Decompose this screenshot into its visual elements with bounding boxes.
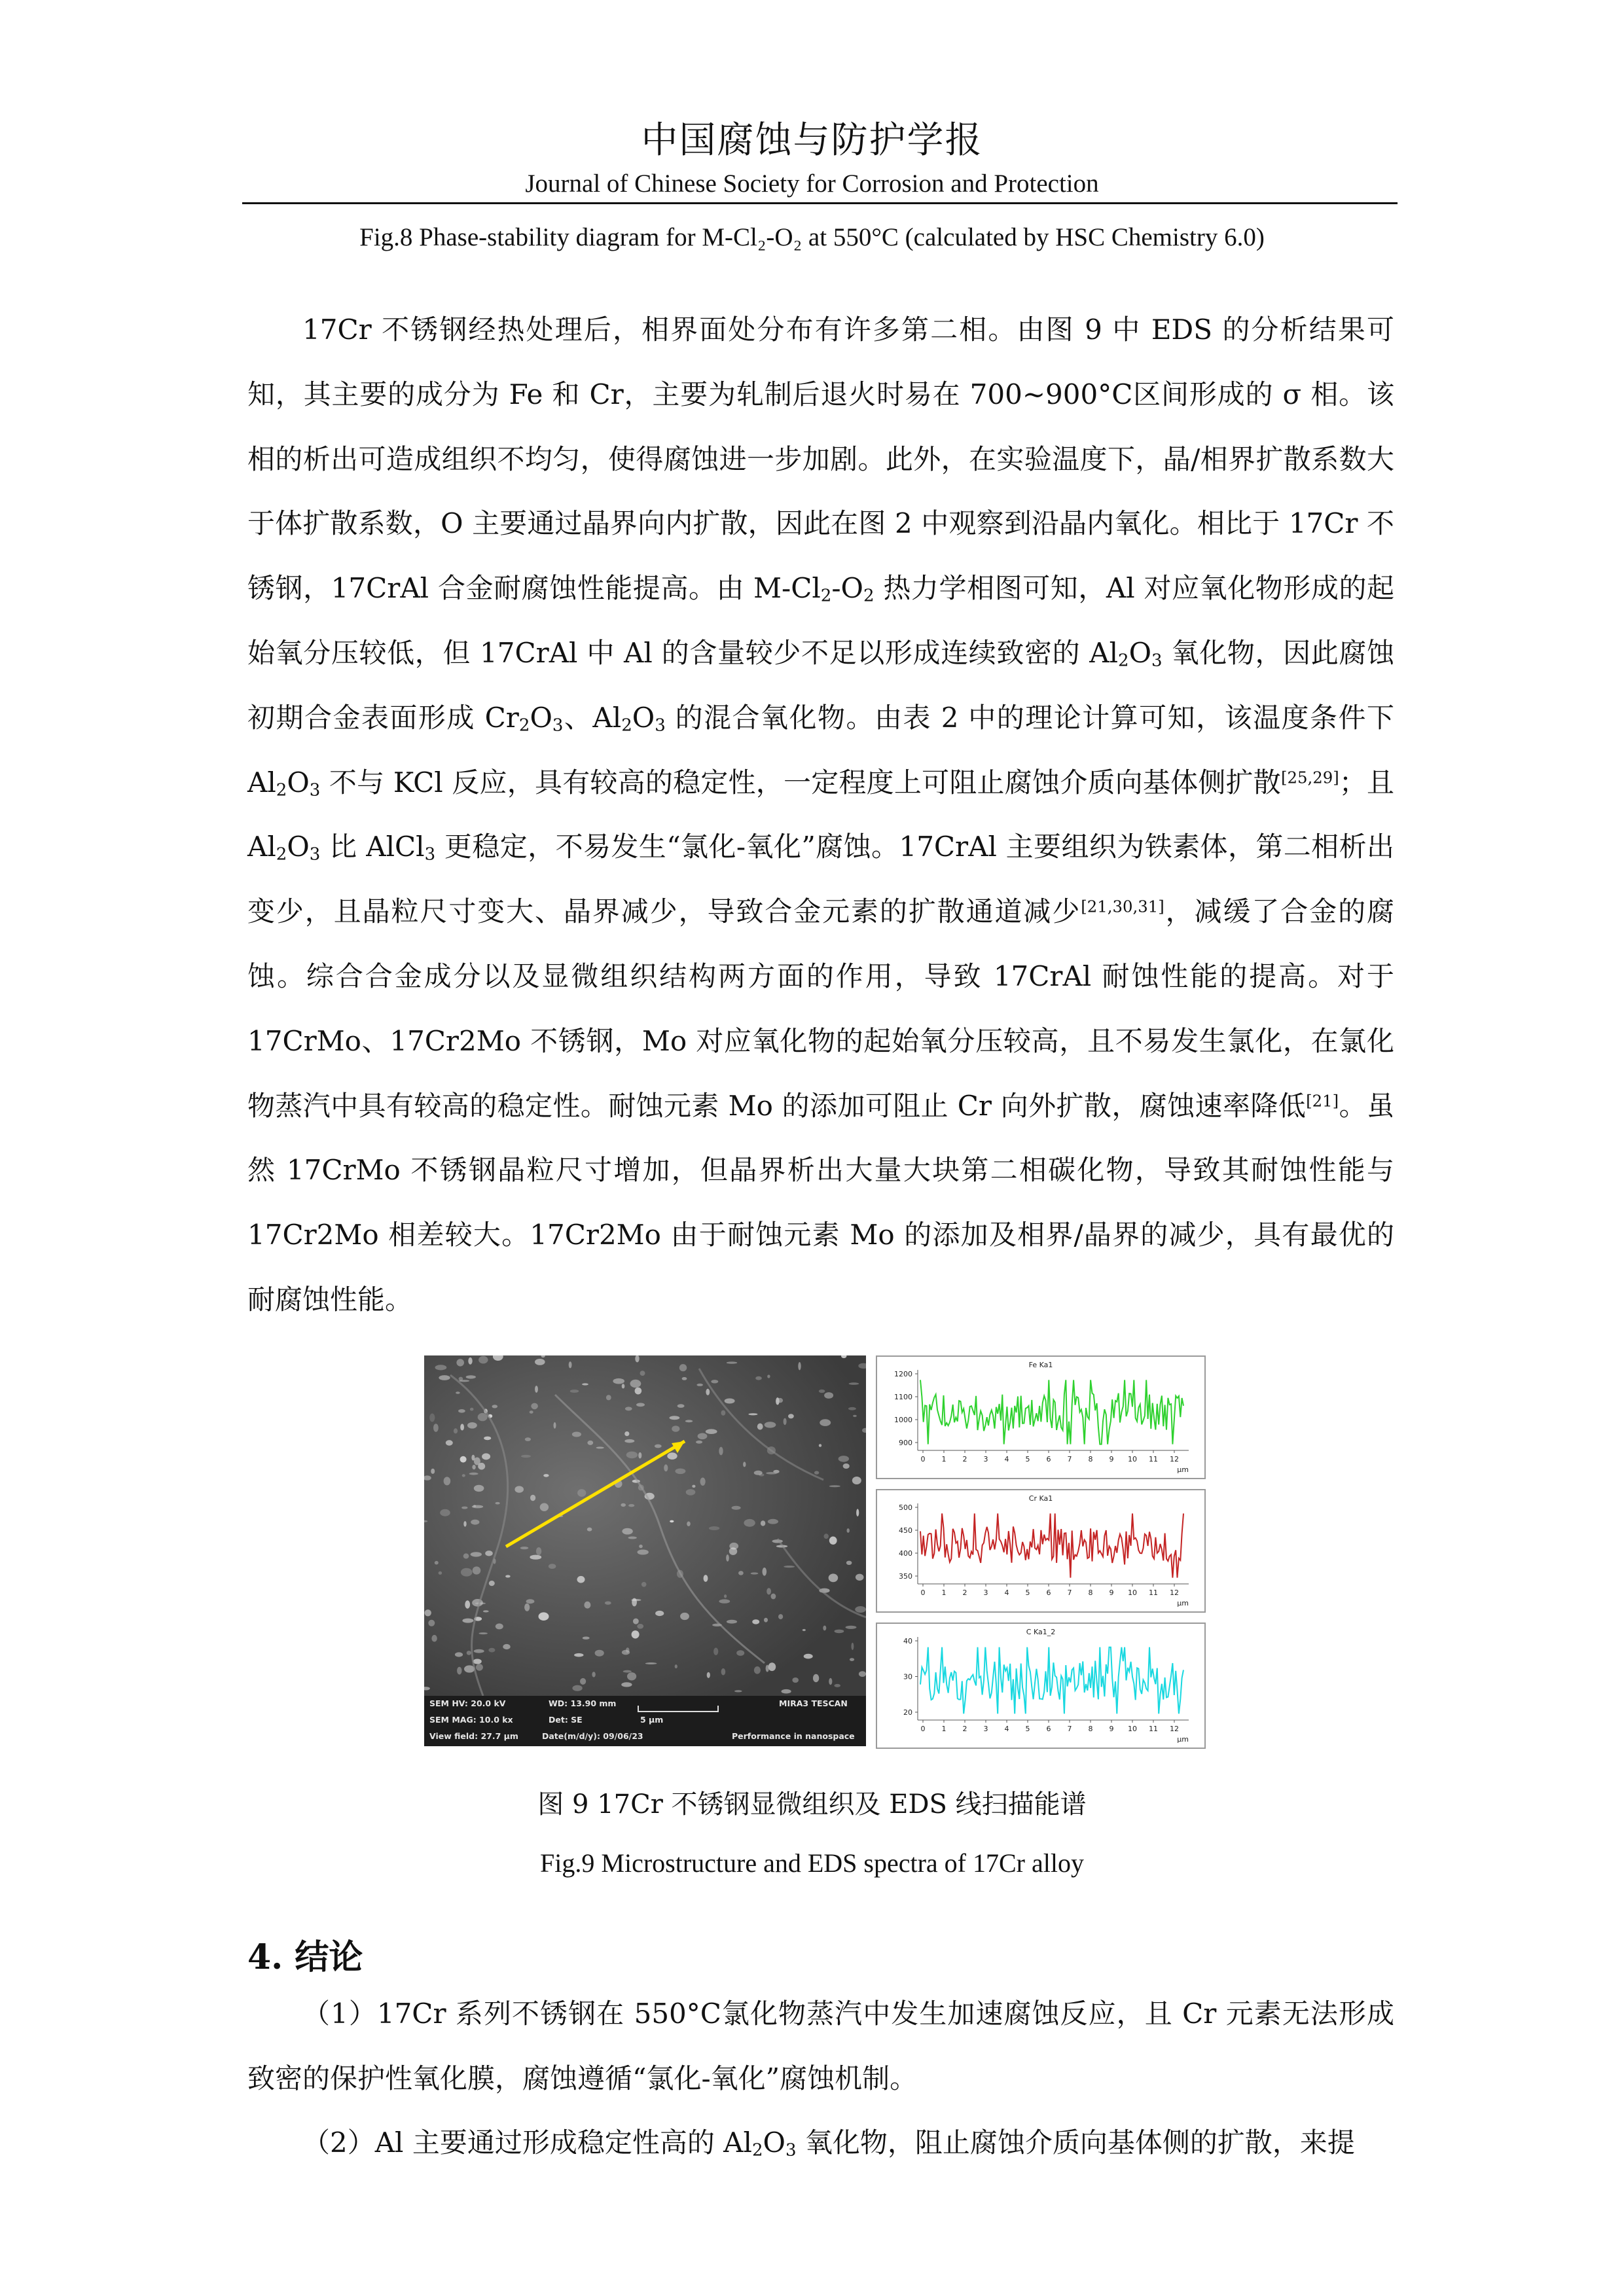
sem-hv: SEM HV: 20.0 kV <box>429 1698 506 1708</box>
eds-ytick-label: 400 <box>899 1549 912 1558</box>
sem-scale-label: 5 μm <box>640 1715 664 1725</box>
eds-xtick-label: 12 <box>1170 1588 1179 1597</box>
eds-ytick-label: 350 <box>899 1572 912 1581</box>
eds-xtick-label: 3 <box>983 1725 988 1733</box>
eds-xtick-label: 11 <box>1149 1455 1158 1463</box>
sem-det: Det: SE <box>549 1715 583 1725</box>
sem-info-bar <box>424 1696 866 1746</box>
eds-xtick-label: 7 <box>1067 1725 1072 1733</box>
eds-xtick-label: 11 <box>1149 1588 1158 1597</box>
eds-xtick-label: 5 <box>1025 1725 1030 1733</box>
fig8-caption: Fig.8 Phase-stability diagram for M-Cl₂-O₂ at 550°C (calculated by HSC Chemistry 6.0) <box>359 223 1265 251</box>
eds-ytick-label: 1000 <box>894 1416 912 1424</box>
eds-xtick-label: 11 <box>1149 1725 1158 1733</box>
eds-xtick-label: 9 <box>1109 1725 1114 1733</box>
eds-xtick-label: 4 <box>1004 1725 1009 1733</box>
eds-panel-cr <box>876 1489 1206 1613</box>
sem-date: Date(m/d/y): 09/06/23 <box>542 1731 643 1741</box>
eds-ytick-label: 30 <box>903 1672 912 1681</box>
eds-xtick-label: 1 <box>941 1588 947 1597</box>
sem-scale-bar <box>638 1706 719 1712</box>
journal-title-cn: 中国腐蚀与防护学报 <box>641 119 983 162</box>
eds-spectrum-line <box>920 1513 1183 1577</box>
eds-xtick-label: 12 <box>1170 1725 1179 1733</box>
eds-xtick-label: 8 <box>1088 1725 1093 1733</box>
eds-ytick-label: 900 <box>899 1439 912 1447</box>
eds-chart-c <box>877 1624 1204 1748</box>
journal-title-en: Journal of Chinese Society for Corrosion and Protection <box>525 170 1099 198</box>
sem-micrograph <box>424 1355 866 1746</box>
eds-ytick-label: 20 <box>903 1708 912 1717</box>
section-title: 4. 结论 <box>247 1937 363 1977</box>
fig9-caption-en: Fig.9 Microstructure and EDS spectra of 17Cr alloy <box>540 1848 1084 1878</box>
eds-xtick-label: 1 <box>941 1455 947 1463</box>
eds-ytick-label: 40 <box>903 1637 912 1645</box>
eds-xtick-label: 2 <box>962 1725 967 1733</box>
sem-brand: MIRA3 TESCAN <box>779 1698 848 1708</box>
eds-xtick-label: 4 <box>1004 1455 1009 1463</box>
eds-xtick-label: 5 <box>1025 1455 1030 1463</box>
eds-xtick-label: 10 <box>1128 1588 1137 1597</box>
eds-xtick-label: 9 <box>1109 1588 1114 1597</box>
eds-chart-fe <box>877 1357 1204 1478</box>
eds-panel-fe <box>876 1355 1206 1479</box>
sem-mag: SEM MAG: 10.0 kx <box>429 1715 513 1725</box>
conclusion-item-2: （2）Al 主要通过形成稳定性高的 $Al_2O_3$ 氧化物，阻止腐蚀介质向基体侧的扩散，来提 <box>302 2126 1355 2161</box>
eds-xtick-label: 6 <box>1046 1455 1051 1463</box>
eds-xtick-label: 7 <box>1067 1588 1072 1597</box>
eds-ytick-label: 1200 <box>894 1370 912 1378</box>
eds-xtick-label: 6 <box>1046 1725 1051 1733</box>
eds-spectrum-line <box>920 1380 1183 1444</box>
eds-panel-c <box>876 1623 1206 1749</box>
eds-xtick-label: 9 <box>1109 1455 1114 1463</box>
eds-chart-cr <box>877 1490 1204 1611</box>
conclusion-item-1: （1）17Cr 系列不锈钢在 550°C氯化物蒸汽中发生加速腐蚀反应，且 Cr 元素无法形成致密的保护性氧化膜，腐蚀遵循“氯化-氧化”腐蚀机制。 <box>247 1998 1394 2094</box>
eds-spectrum-line <box>920 1647 1183 1714</box>
sem-view-field: View field: 27.7 μm <box>429 1731 518 1741</box>
sem-image <box>424 1355 866 1696</box>
eds-xtick-label: 2 <box>962 1455 967 1463</box>
eds-xtick-label: 3 <box>983 1455 988 1463</box>
eds-xtick-label: 3 <box>983 1588 988 1597</box>
eds-xtick-label: 10 <box>1128 1725 1137 1733</box>
eds-xtick-label: 0 <box>920 1455 926 1463</box>
eds-xtick-label: 5 <box>1025 1588 1030 1597</box>
eds-xtick-label: 4 <box>1004 1588 1009 1597</box>
eds-x-unit: μm <box>1177 1599 1189 1607</box>
eds-panel-title: Cr Ka1 <box>1028 1494 1053 1503</box>
eds-xtick-label: 10 <box>1128 1455 1137 1463</box>
figure-9 <box>424 1355 1204 1746</box>
eds-xtick-label: 8 <box>1088 1588 1093 1597</box>
eds-xtick-label: 0 <box>920 1588 926 1597</box>
sem-wd: WD: 13.90 mm <box>549 1698 617 1708</box>
eds-xtick-label: 0 <box>920 1725 926 1733</box>
eds-ytick-label: 1100 <box>894 1393 912 1401</box>
eds-ytick-label: 500 <box>899 1503 912 1512</box>
eds-xtick-label: 1 <box>941 1725 947 1733</box>
eds-xtick-label: 6 <box>1046 1588 1051 1597</box>
eds-ytick-label: 450 <box>899 1526 912 1535</box>
body-paragraph: 17Cr 不锈钢经热处理后，相界面处分布有许多第二相。由图 9 中 EDS 的分析结果可知，其主要的成分为 Fe 和 Cr，主要为轧制后退火时易在 700~900°C区间形成的 σ 相。该相的析出可造成组织不均匀，使得腐蚀进一步加剧。此外，在实验温度下，晶/相界扩散系数大于体扩散系数，O 主要通过晶界向内扩散，因此在图 2 中观察到沿晶内氧化。相比于 17Cr 不锈钢，17CrAl 合金耐腐蚀性能提高。由 $M-Cl_2-O_2$ 热力学相图可知，Al 对应氧化物形成的起始氧分压较低，但 17CrAl 中 Al 的含量较少不足以形成连续致密的 $Al_2O_3$ 氧化物，因此腐蚀初期合金表面形成 $Cr_2O_3$、$Al_2O_3$ 的混合氧化物。由表 2 中的理论计算可知，该温度条件下 $Al_2O_3$ 不与 KCl 反应，具有较高的稳定性，一定程度上可阻止腐蚀介质向基体侧扩散[25,29]；且 $Al_2O_3$ 比 AlCl$_3$ 更稳定，不易发生“氯化-氧化”腐蚀。17CrAl 主要组织为铁素体，第二相析出变少，且晶粒尺寸变大、晶界减少，导致合金元素的扩散通道减少[21,30,31]，减缓了合金的腐蚀。综合合金成分以及显微组织结构两方面的作用，导致 17CrAl 耐蚀性能的提高。对于 17CrMo、17Cr2Mo 不锈钢，Mo 对应氧化物的起始氧分压较高，且不易发生氯化，在氯化物蒸汽中具有较高的稳定性。耐蚀元素 Mo 的添加可阻止 Cr 向外扩散，腐蚀速率降低[21]。虽然 17CrMo 不锈钢晶粒尺寸增加，但晶界析出大量大块第二相碳化物，导致其耐蚀性能与 17Cr2Mo 相差较大。17Cr2Mo 由于耐蚀元素 Mo 的添加及相界/晶界的减少，具有最优的耐腐蚀性能。 <box>247 314 1394 1316</box>
eds-panel-title: C Ka1_2 <box>1026 1628 1056 1636</box>
eds-xtick-label: 2 <box>962 1588 967 1597</box>
eds-panel-title: Fe Ka1 <box>1028 1361 1053 1369</box>
eds-x-unit: μm <box>1177 1465 1189 1474</box>
eds-xtick-label: 7 <box>1067 1455 1072 1463</box>
eds-x-unit: μm <box>1177 1735 1189 1744</box>
eds-xtick-label: 8 <box>1088 1455 1093 1463</box>
header-divider <box>242 202 1398 204</box>
fig9-caption-cn: 图 9 17Cr 不锈钢显微组织及 EDS 线扫描能谱 <box>537 1789 1087 1820</box>
sem-slogan: Performance in nanospace <box>732 1731 855 1741</box>
eds-xtick-label: 12 <box>1170 1455 1179 1463</box>
